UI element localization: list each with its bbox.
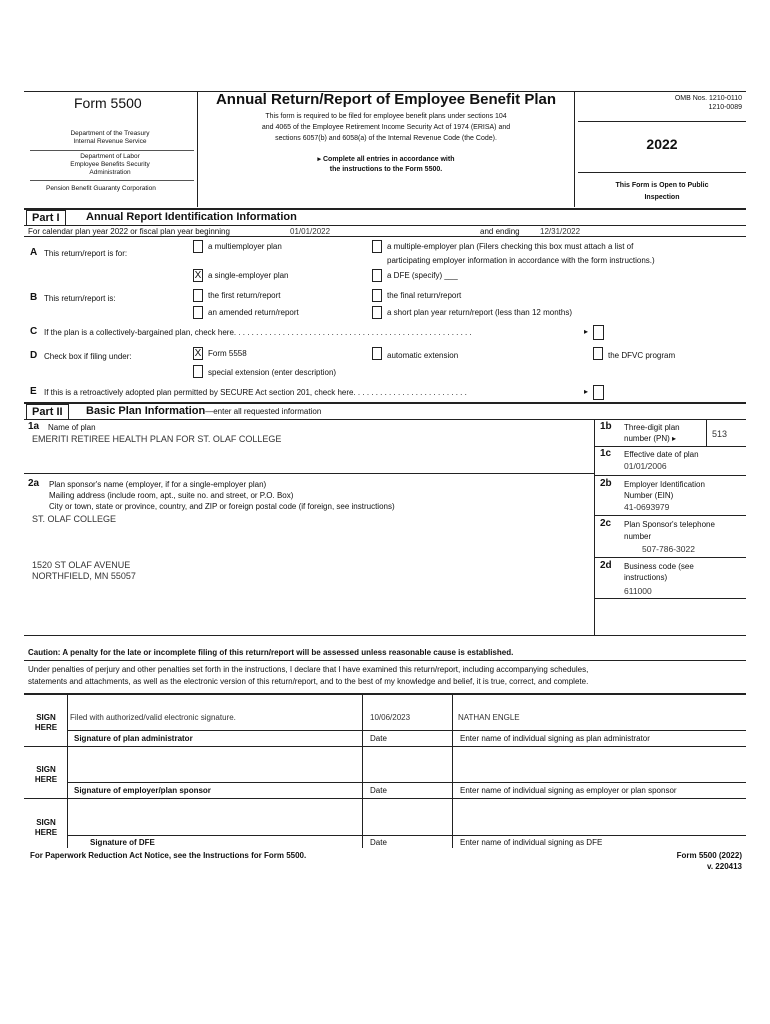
triangle-arrow-icon: ▸ bbox=[669, 434, 677, 443]
part2-title-suffix: —enter all requested information bbox=[205, 407, 322, 416]
final-return-checkbox[interactable] bbox=[372, 289, 382, 302]
dfvc-label: the DFVC program bbox=[608, 351, 676, 360]
phone-value[interactable]: 507-786-3022 bbox=[642, 544, 695, 554]
line-c-text: If the plan is a collectively-bargained plan, check here. . . . . . . . . . . . . . . . . . . . . . . . . . . . . . . . . . . . . . . . . . . . . . . . . . . . . . bbox=[44, 328, 472, 337]
name-dfe-label: Enter name of individual signing as DFE bbox=[460, 838, 603, 847]
line-2c-rule bbox=[594, 557, 746, 558]
sign-here-2a: SIGN bbox=[36, 765, 56, 774]
part1-label: Part I bbox=[26, 210, 66, 226]
final-return-label: the final return/report bbox=[387, 291, 462, 300]
line-e-letter: E bbox=[30, 386, 37, 397]
part2-title-wrap bbox=[86, 405, 321, 417]
main-title: Annual Return/Report of Employee Benefit Plan bbox=[215, 91, 557, 108]
agency-rule-2 bbox=[30, 180, 194, 181]
sign-here-1b: HERE bbox=[34, 723, 58, 732]
line-2d-rule bbox=[594, 598, 746, 599]
sig-sponsor-label: Signature of employer/plan sponsor bbox=[74, 786, 211, 795]
paperwork-notice: For Paperwork Reduction Act Notice, see the Instructions for Form 5500. bbox=[30, 851, 307, 860]
header-divider-right bbox=[574, 91, 575, 207]
sign-row-1-rule bbox=[24, 746, 746, 747]
sign-col-2 bbox=[362, 693, 363, 848]
instructions-line-1 bbox=[200, 155, 572, 163]
line-1c-rule bbox=[594, 475, 746, 476]
triangle-arrow-icon: ▸ bbox=[317, 156, 323, 163]
line-2b-number: 2b bbox=[600, 478, 612, 489]
date-label-3: Date bbox=[370, 838, 387, 847]
first-return-label: the first return/report bbox=[208, 291, 281, 300]
line-2d-number: 2d bbox=[600, 560, 612, 571]
form-title: Form 5500 bbox=[74, 95, 142, 111]
effective-date-value[interactable]: 01/01/2006 bbox=[624, 461, 667, 471]
form-version: Form 5500 (2022) bbox=[676, 851, 742, 860]
line-2a-label-2: Mailing address (include room, apt., suite no. and street, or P.O. Box) bbox=[49, 491, 294, 500]
special-extension-checkbox[interactable] bbox=[193, 365, 203, 378]
begin-date[interactable]: 01/01/2022 bbox=[290, 227, 331, 236]
sign-date-1-value[interactable]: 10/06/2023 bbox=[370, 713, 411, 722]
line-d-letter: D bbox=[30, 350, 38, 361]
line-2a-label-1: Plan sponsor's name (employer, if for a single-employer plan) bbox=[49, 480, 267, 489]
line-e-text: If this is a retroactively adopted plan permitted by SECURE Act section 201, check here. . . . . . . . . . . . . . . . . . . . . . . . . . bbox=[44, 388, 467, 397]
line-b-letter: B bbox=[30, 292, 38, 303]
multiple-employer-checkbox[interactable] bbox=[372, 240, 382, 253]
sign-line-1 bbox=[67, 730, 746, 731]
amended-return-checkbox[interactable] bbox=[193, 306, 203, 319]
part2-top-rule bbox=[24, 402, 746, 404]
administrator-name-value[interactable]: NATHAN ENGLE bbox=[458, 713, 520, 722]
description-line-1: This form is required to be filed for employee benefit plans under sections 104 bbox=[265, 113, 507, 120]
line-1a-label: Name of plan bbox=[48, 423, 96, 432]
version-code: v. 220413 bbox=[707, 862, 742, 871]
description-line-3: sections 6057(b) and 6058(a) of the Internal Revenue Code (the Code). bbox=[275, 135, 497, 142]
tax-year: 2022 bbox=[646, 136, 678, 152]
collective-bargained-checkbox[interactable] bbox=[593, 325, 604, 340]
sig-admin-label: Signature of plan administrator bbox=[74, 734, 193, 743]
triangle-arrow-icon: ▸ bbox=[584, 387, 589, 396]
caution-rule bbox=[24, 660, 746, 661]
agency-labor-3: Administration bbox=[89, 169, 131, 176]
line-2d-label-2: instructions) bbox=[624, 573, 668, 582]
public-inspection-1: This Form is Open to Public bbox=[615, 182, 709, 189]
caution-text: Caution: A penalty for the late or incomplete filing of this return/report will be assessed unless reasonable cause is established. bbox=[28, 648, 514, 657]
dfvc-checkbox[interactable] bbox=[593, 347, 603, 360]
instructions-line-2: the instructions to the Form 5500. bbox=[329, 166, 443, 173]
triangle-arrow-icon: ▸ bbox=[584, 327, 589, 336]
special-extension-label: special extension (enter description) bbox=[208, 368, 337, 377]
omb-number: OMB Nos. 1210-0110 bbox=[674, 95, 742, 102]
header-divider-left bbox=[197, 91, 198, 207]
sig-dfe-label: Signature of DFE bbox=[90, 838, 155, 847]
line-2b-label-1: Employer Identification bbox=[624, 480, 705, 489]
part2-bottom-rule bbox=[24, 635, 746, 636]
sponsor-address-1[interactable]: 1520 ST OLAF AVENUE bbox=[32, 560, 131, 570]
line-2b-rule bbox=[594, 515, 746, 516]
first-return-checkbox[interactable] bbox=[193, 289, 203, 302]
automatic-extension-checkbox[interactable] bbox=[372, 347, 382, 360]
calendar-line: For calendar plan year 2022 or fiscal plan year beginning bbox=[28, 227, 230, 236]
sponsor-address-2[interactable]: NORTHFIELD, MN 55057 bbox=[32, 571, 136, 581]
line-1b-rule bbox=[594, 446, 746, 447]
automatic-extension-label: automatic extension bbox=[387, 351, 459, 360]
sign-row-2-rule bbox=[24, 798, 746, 799]
pn-box-divider bbox=[706, 419, 707, 446]
line-1b-label-1: Three-digit plan bbox=[624, 423, 680, 432]
line-1b-label-2 bbox=[624, 434, 676, 443]
sign-line-3 bbox=[67, 835, 746, 836]
line-2c-label-2: number bbox=[624, 532, 652, 541]
line-1a-number: 1a bbox=[28, 421, 40, 432]
calendar-rule bbox=[24, 236, 746, 237]
secure-act-checkbox[interactable] bbox=[593, 385, 604, 400]
amended-return-label: an amended return/report bbox=[208, 308, 299, 317]
dfe-label: a DFE (specify) ___ bbox=[387, 271, 458, 280]
single-employer-label: a single-employer plan bbox=[208, 271, 289, 280]
agency-rule-1 bbox=[30, 150, 194, 151]
end-date[interactable]: 12/31/2022 bbox=[540, 227, 581, 236]
name-admin-label: Enter name of individual signing as plan administrator bbox=[460, 734, 650, 743]
year-rule-bottom bbox=[578, 172, 746, 173]
line-1b-label-text: number (PN) bbox=[624, 434, 670, 443]
line-b-text: This return/report is: bbox=[44, 294, 116, 303]
part1-title: Annual Report Identification Information bbox=[86, 211, 297, 223]
year-rule-top bbox=[578, 121, 746, 122]
agency-treasury-1: Department of the Treasury bbox=[70, 130, 150, 137]
agency-labor-2: Employee Benefits Security bbox=[70, 161, 150, 168]
form5558-checkbox[interactable]: X bbox=[194, 348, 202, 359]
line-1c-label: Effective date of plan bbox=[624, 450, 699, 459]
omb-number-2: 1210-0089 bbox=[708, 104, 742, 111]
agency-labor-1: Department of Labor bbox=[80, 153, 140, 160]
instructions-text-1: Complete all entries in accordance with bbox=[322, 156, 455, 163]
ein-value[interactable]: 41-0693979 bbox=[624, 502, 670, 512]
sign-here-1a: SIGN bbox=[36, 713, 56, 722]
sign-line-2 bbox=[67, 782, 746, 783]
sign-here-3a: SIGN bbox=[36, 818, 56, 827]
line-2b-label-2: Number (EIN) bbox=[624, 491, 674, 500]
line-c-letter: C bbox=[30, 326, 38, 337]
description-line-2: and 4065 of the Employee Retirement Income Security Act of 1974 (ERISA) and bbox=[261, 124, 511, 131]
part2-title: Basic Plan Information bbox=[86, 405, 206, 417]
part1-top-rule bbox=[24, 208, 746, 210]
part2-title-rule bbox=[24, 419, 746, 420]
short-year-checkbox[interactable] bbox=[372, 306, 382, 319]
perjury-line-1: Under penalties of perjury and other penalties set forth in the instructions, I declare that I have examined this return/report, including accompanying schedules, bbox=[28, 665, 589, 674]
dfe-checkbox[interactable] bbox=[372, 269, 382, 282]
sign-col-1 bbox=[67, 693, 68, 848]
plan-number-value[interactable]: 513 bbox=[712, 429, 728, 439]
multiemployer-label: a multiemployer plan bbox=[208, 242, 282, 251]
line-a-text: This return/report is for: bbox=[44, 249, 128, 258]
line-a-letter: A bbox=[30, 247, 38, 258]
ending-label: and ending bbox=[480, 227, 520, 236]
form5558-label: Form 5558 bbox=[208, 349, 247, 358]
single-employer-checkbox[interactable]: X bbox=[194, 270, 202, 281]
perjury-line-2: statements and attachments, as well as the electronic version of this return/report, and to the best of my knowledge and belief, it is true, correct, and complete. bbox=[28, 677, 589, 686]
sign-col-3 bbox=[452, 693, 453, 848]
agency-treasury-2: Internal Revenue Service bbox=[73, 138, 147, 145]
multiple-employer-label-1: a multiple-employer plan (Filers checking this box must attach a list of bbox=[387, 242, 634, 251]
part2-label: Part II bbox=[26, 404, 69, 420]
electronic-signature-value[interactable]: Filed with authorized/valid electronic signature. bbox=[70, 713, 236, 722]
name-sponsor-label: Enter name of individual signing as employer or plan sponsor bbox=[460, 786, 677, 795]
line-2d-label-1: Business code (see bbox=[624, 562, 694, 571]
line-2c-number: 2c bbox=[600, 518, 612, 529]
short-year-label: a short plan year return/report (less than 12 months) bbox=[387, 308, 572, 317]
part1-title-rule bbox=[24, 225, 746, 226]
sign-here-2b: HERE bbox=[34, 775, 58, 784]
sign-top-rule bbox=[24, 693, 746, 695]
line-2a-label-3: City or town, state or province, country, and ZIP or foreign postal code (if foreign, see instructions) bbox=[49, 502, 395, 511]
agency-pbgc: Pension Benefit Guaranty Corporation bbox=[46, 185, 156, 192]
date-label-1: Date bbox=[370, 734, 387, 743]
part2-right-column-divider bbox=[594, 419, 595, 635]
public-inspection-2: Inspection bbox=[644, 194, 680, 201]
line-1c-number: 1c bbox=[600, 448, 612, 459]
multiple-employer-label-2: participating employer information in accordance with the form instructions.) bbox=[387, 256, 655, 265]
line-d-text: Check box if filing under: bbox=[44, 352, 132, 361]
plan-name-value[interactable]: EMERITI RETIREE HEALTH PLAN FOR ST. OLAF COLLEGE bbox=[32, 434, 282, 444]
multiemployer-checkbox[interactable] bbox=[193, 240, 203, 253]
line-1a-bottom-rule bbox=[24, 473, 594, 474]
sign-here-3b: HERE bbox=[34, 828, 58, 837]
line-2a-number: 2a bbox=[28, 478, 40, 489]
line-2c-label-1: Plan Sponsor's telephone bbox=[624, 520, 715, 529]
business-code-value[interactable]: 611000 bbox=[624, 586, 652, 596]
date-label-2: Date bbox=[370, 786, 387, 795]
sponsor-name-value[interactable]: ST. OLAF COLLEGE bbox=[32, 514, 117, 524]
line-1b-number: 1b bbox=[600, 421, 612, 432]
